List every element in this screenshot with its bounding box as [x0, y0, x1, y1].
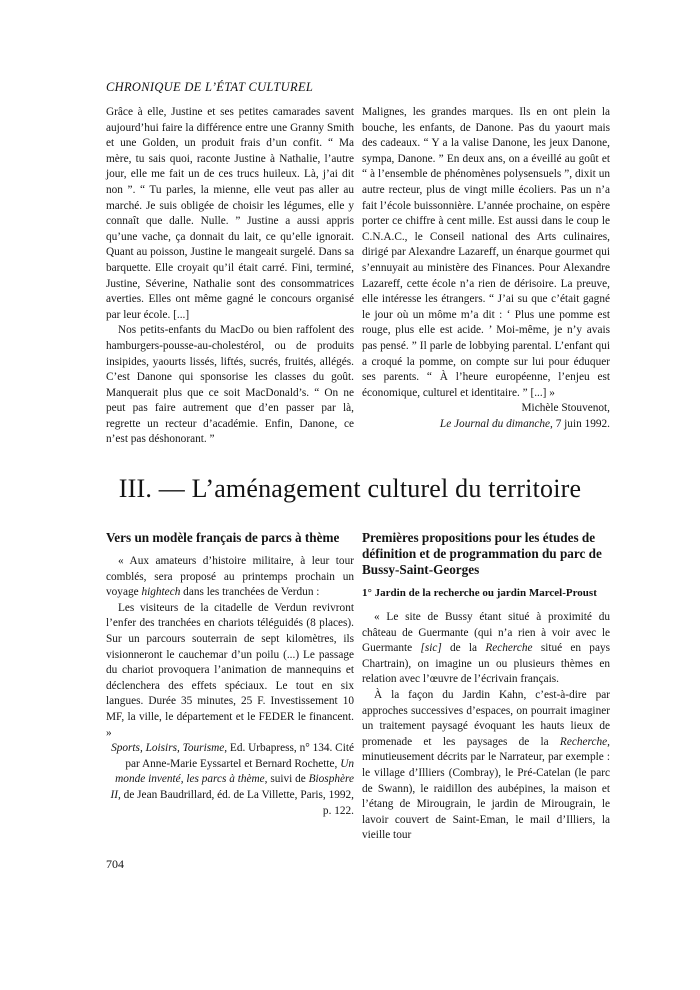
text-run: À la façon du Jardin Kahn, c’est-à-dire par approches successives d’espaces, on pourrait imaginer un traitement paysagé évoquant les hauts lieux de promenade et les paysages de la — [362, 688, 610, 748]
bibliography — [106, 741, 354, 819]
article-paragraph: Malignes, les grandes marques. Ils en ont plein la bouche, les enfants, de Danone. Pas du yaourt mais des cadeaux. “ Y a la valise Danone, les jeux Danone, sympa, Danone. ” En deux ans, on a éveillé au goût et “ à l’ensemble de phénomènes polysensuels ”, dixit un autre recteur, plus de vingt mille écoliers. Pas un n’a fait l’école buissonnière. L’année prochaine, on espère porter ce chiffre à cent mille. Est aussi dans le coup le C.N.A.C., le Conseil national des Arts culinaires, dirigé par Alexandre Lazareff, un énarque gourmet qui s’ennuyait au ministère des Finances. Pour Alexandre Lazareff, cette école n’a rien de dérisoire. La preuve, elle intéresse les étrangers. “ J’ai su que c’était gagné le jour où un môme m’a dit : ‘ Plus une pomme est rouge, plus elle est acide. ’ Moi-même, je n’y avais pas pensé. ” Il parle de lobbying parental. L’enfant qui a croqué la pomme, on compte sur lui pour éduquer ses parents. “ À l’heure européenne, l’enjeu est économique, culturel et identitaire. ” [...] » — [362, 106, 610, 399]
top-right-column — [362, 105, 610, 432]
bottom-right-column — [362, 530, 610, 844]
page-number: 704 — [106, 857, 124, 871]
text-run: « Aux amateurs d’histoire militaire, à leur tour comblés, sera proposé au printemps prochain un voyage — [106, 555, 354, 599]
article-subheading: 1° Jardin de la recherche ou jardin Marcel-Proust — [362, 587, 597, 599]
text-run: situé en pays Chartrain), on imagine un ou plusieurs thèmes en relation avec l’œuvre de l’écrivain français. — [362, 642, 611, 686]
italic-run: Recherche, — [559, 735, 610, 748]
top-left-column — [106, 105, 354, 448]
italic-run: Recherche — [485, 642, 533, 655]
italic-run: Sports, Loisirs, Tourisme, — [111, 742, 228, 755]
source-date: 7 juin 1992. — [552, 417, 610, 430]
text-run: de Jean Baudrillard, éd. de La Villette, Paris, 1992, p. 122. — [120, 788, 354, 817]
article-heading: Premières propositions pour les études de définition et de programmation du parc de Bussy-Saint-Georges — [362, 530, 602, 577]
text-run: « Le site de Bussy étant situé à proximité du château de Guermante (qui n’a rien à voir avec le Guermante — [362, 611, 610, 655]
source-citation — [362, 417, 610, 433]
article-heading: Vers un modèle français de parcs à thème — [106, 530, 340, 545]
text-run: de la — [441, 642, 486, 655]
italic-run: Biosphère II, — [110, 773, 354, 801]
bottom-left-column — [106, 530, 354, 819]
text-run: dans les tranchées de Verdun : — [180, 586, 320, 599]
italic-run: [sic] — [420, 642, 442, 655]
quote-intro — [106, 554, 354, 601]
text-run: minutieusement décrits par le Narrateur, par exemple : le village d’Illiers (Combray), le Pré-Catelan (le parc de Swann), le raidillon des aubépines, la maison et l’étang de Mirougrain, le jardin de Mirougrain, le lavoir couvert de Saint-Eman, le mail d’Illiers, la vieille tour — [362, 751, 610, 842]
quote-body: Les visiteurs de la citadelle de Verdun revivront l’enfer des tranchées en chariots téléguidés (8 places). Sur un parcours souterrain de sept kilomètres, ils visionneront le cauchemar d’un poilu (...) Le passage du chariot provoquera l’animation de mannequins et déclenchera des effets spéciaux. Le tout en six langues. Durée 35 minutes, 25 F. Investissement 10 MF, la ville, le département et le FEDER le financent. » — [106, 601, 354, 739]
section-title: III. — L’aménagement culturel du territoire — [118, 474, 582, 503]
text-run: Ed. Urbapress, n° 134. Cité par Anne-Marie Eyssartel et Bernard Rochette, — [125, 742, 354, 770]
article-paragraph — [362, 610, 610, 688]
italic-run: hightech — [141, 586, 181, 599]
italic-run: Un monde inventé, les parcs à thème, — [115, 757, 354, 786]
source-title: Le Journal du dimanche, — [439, 417, 553, 430]
article-paragraph — [362, 688, 610, 844]
article-paragraph: Nos petits-enfants du MacDo ou bien raffolent des hamburgers-pousse-au-cholestérol, ou de produits insipides, yaourts lissés, liftés, sucrés, fruités, allégés. C’est Danone qui sponsorise les classes du goût. Manquerait plus que ce soit MacDonald’s. “ On ne peut pas faire autrement que d’en passer par là, regrette un recteur d’académie. Enfin, Danone, ce n’est pas déshonorant. ” — [106, 324, 354, 446]
running-head: CHRONIQUE DE L’ÉTAT CULTUREL — [106, 80, 314, 94]
author-signature: Michèle Stouvenot, — [521, 402, 610, 415]
text-run: suivi de — [267, 773, 309, 786]
article-paragraph: Grâce à elle, Justine et ses petites camarades savent aujourd’hui faire la différence entre une Granny Smith et une Golden, un produit frais d’un confit. “ Ma mère, tu sais quoi, raconte Justine à Nathalie, l’autre jour, elle me fait un de ces trucs huileux. Là, j’ai dit non ”. “ Tu parles, la mienne, elle veut pas aller au marché. Je suis obligée de choisir les légumes, elle y connaît que dalle. Nulle. ” Justine a aussi appris qu’une vache, ça donnait du lait, ce qu’elle ignorait. Quant au poisson, Justine le mangeait surgelé. Dans sa barquette. Elle croyait qu’il était carré. Fini, terminé, Justine, Séverine, Nathalie sont des consommatrices averties. Elles ont même gagné le concours organisé par leur école. [...] — [106, 106, 354, 321]
